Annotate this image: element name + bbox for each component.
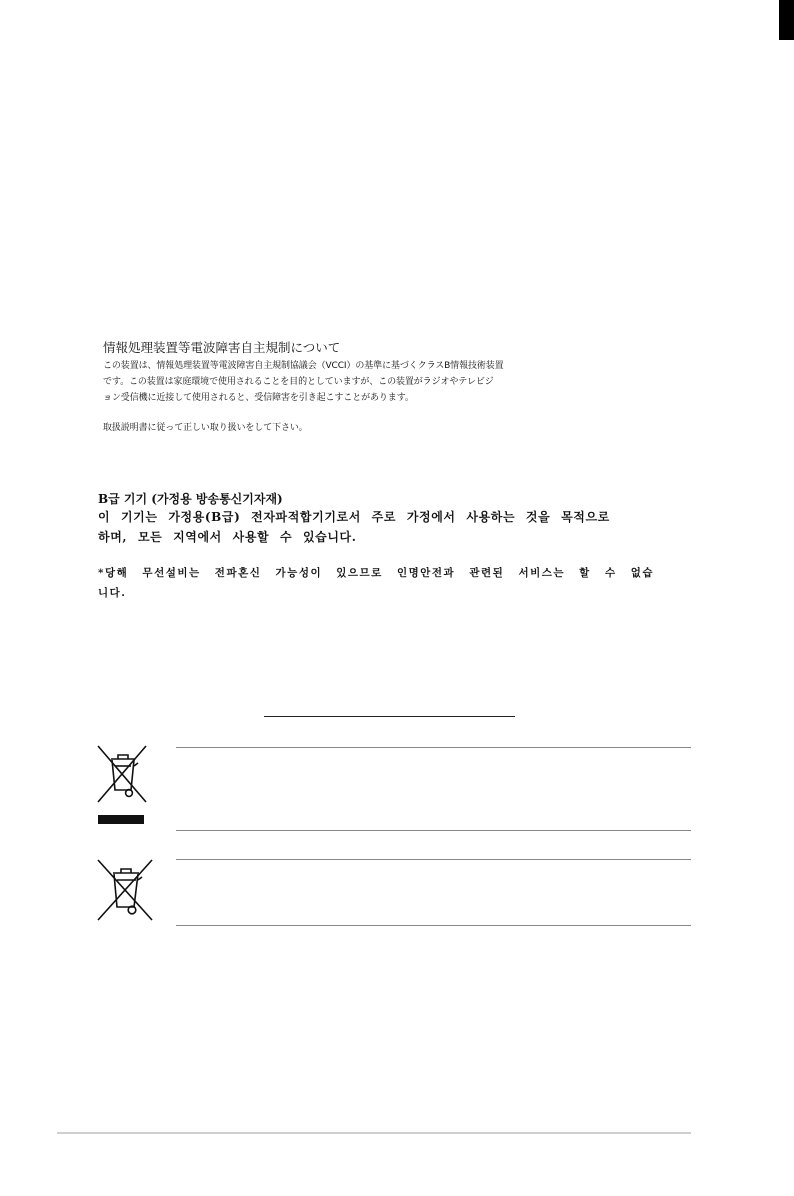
crossed-out-wheelie-bin-icon [96,858,154,922]
vcci-line: ョン受信機に近接して使用されると、受信障害を引き起こすことがあります。 [103,393,414,403]
footer-rule [57,1132,691,1134]
korean-notice-line: 하며, 모든 지역에서 사용할 수 있습니다. [98,530,357,544]
korean-warning-line: *당해 무선설비는 전파혼신 가능성이 있으므로 인명안전과 관련된 서비스는 할 수 없습 [98,567,655,579]
vcci-title: 情報処理装置等電波障害自主規制について [103,340,341,355]
korean-warning [98,563,690,603]
weee-note-bottom-rule [176,830,691,831]
weee-note-top-rule [176,747,691,748]
weee-marking-bar [98,815,144,824]
vcci-line: です。この装置は家庭環境で使用されることを目的としていますが、この装置がラジオやテレビジ [103,377,494,387]
korean-notice-title: B급 기기 (가정용 방송통신기자재) [98,492,283,506]
vcci-notice [103,340,623,436]
korean-notice-line: 이 기기는 가정용(B급) 전자파적합기기로서 주로 가정에서 사용하는 것을 목적으로 [98,510,610,524]
section-divider [264,716,515,717]
vcci-note: 取扱説明書に従って正しい取り扱いをして下さい。 [103,423,308,433]
vcci-line: この装置は、情報処理装置等電波障害自主規制協議会（VCCI）の基準に基づくクラスB情報技術装置 [103,361,504,371]
weee-note-top-rule [176,859,691,860]
weee-note-bottom-rule [176,925,691,926]
korean-warning-line: 니다. [98,587,127,599]
crossed-out-wheelie-bin-icon [96,744,148,804]
korean-emc-notice [98,491,690,603]
page-tab-marker [779,0,794,40]
